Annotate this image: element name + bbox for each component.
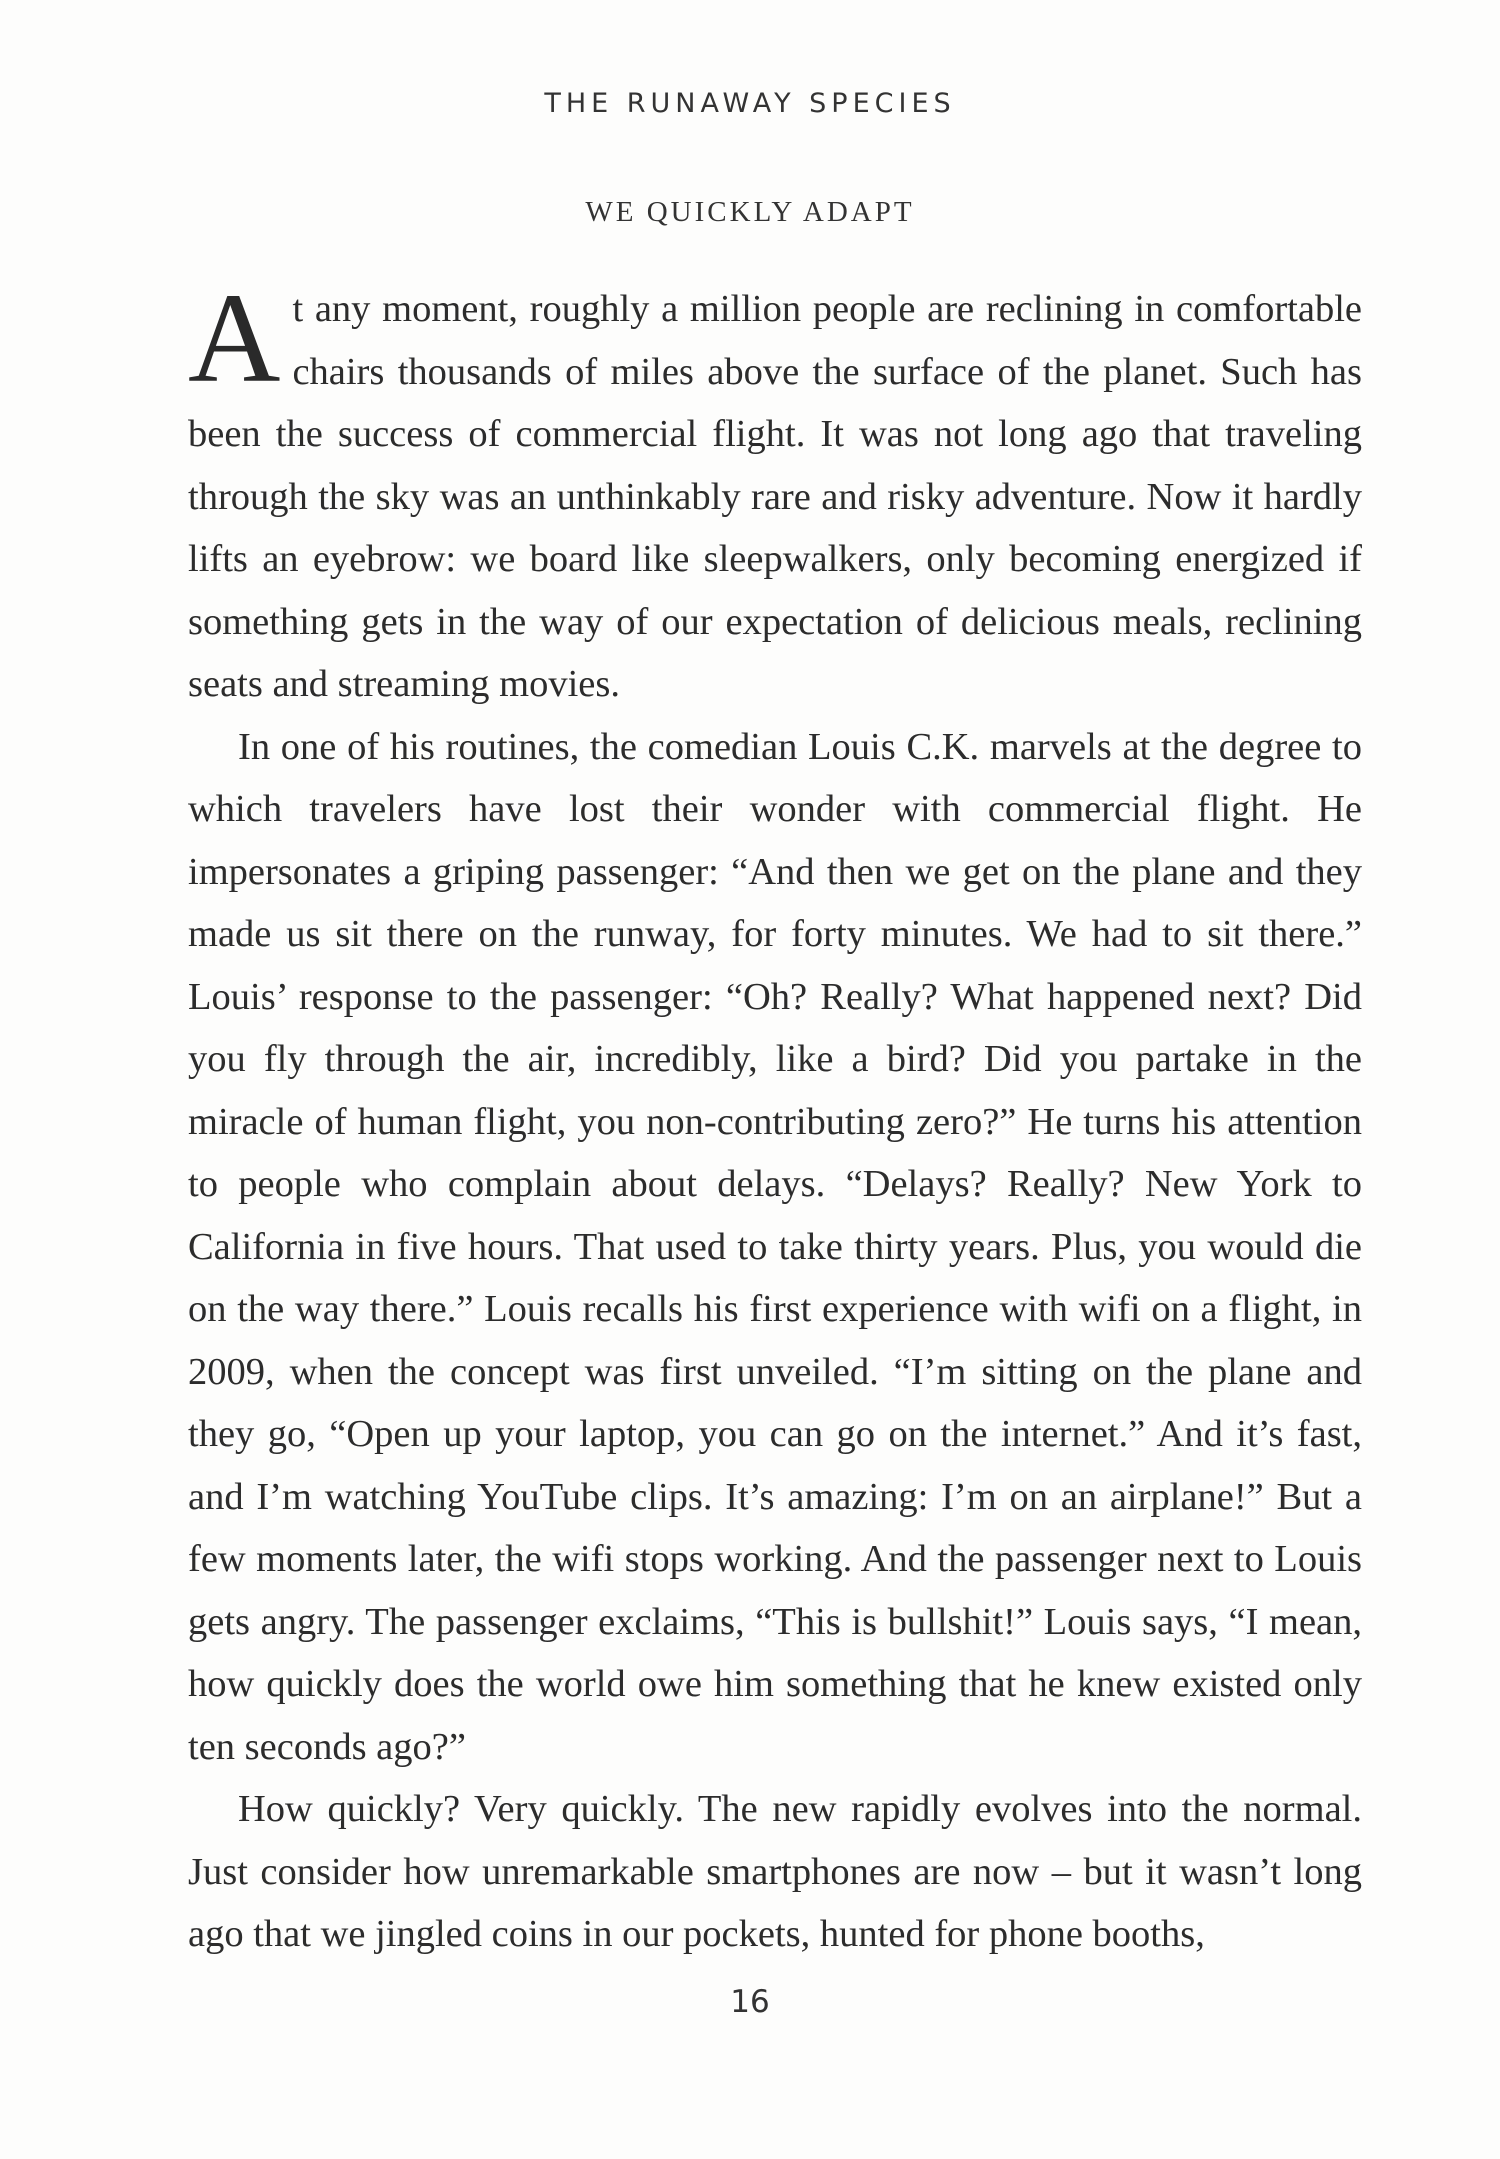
drop-cap: A [188, 267, 281, 409]
paragraph-2: In one of his routines, the comedian Louis C.K. marvels at the degree to which travelers have lost their wonder with commercial flight. He impersonates a griping passenger: “And then we get on the plane and they made us sit there on the runway, for forty minutes. We had to sit there.” Louis’ response to the passenger: “Oh? Really? What happened next? Did you fly through the air, incredibly, like a bird? Did you partake in the miracle of human flight, you non-contributing zero?” He turns his attention to people who complain about delays. “Delays? Really? New York to California in five hours. That used to take thirty years. Plus, you would die on the way there.” Louis recalls his first experience with wifi on a flight, in 2009, when the concept was first unveiled. “I’m sitting on the plane and they go, “Open up your laptop, you can go on the internet.” And it’s fast, and I’m watching YouTube clips. It’s amazing: I’m on an airplane!” But a few moments later, the wifi stops working. And the passenger next to Louis gets angry. The passenger exclaims, “This is bullshit!” Louis says, “I mean, how quickly does the world owe him something that he knew existed only ten seconds ago?” [188, 725, 1362, 1768]
section-title: WE QUICKLY ADAPT [585, 196, 915, 228]
paragraph-3: How quickly? Very quickly. The new rapidly evolves into the normal. Just consider how unremarkable smartphones are now – but it wasn’t long ago that we jingled coins in our pockets, hunted for phone booths, [188, 1788, 1362, 1955]
body-text [188, 267, 1362, 1966]
running-head: THE RUNAWAY SPECIES [544, 88, 956, 119]
paragraph-1-text: t any moment, roughly a million people are reclining in comfortable chairs thousands of miles above the surface of the planet. Such has been the success of commercial flight. It was not long ago that traveling through the sky was an unthinkably rare and risky adventure. Now it hardly lifts an eyebrow: we board like sleepwalkers, only becoming energized if something gets in the way of our expectation of delicious meals, reclining seats and streaming movies. [188, 288, 1362, 705]
page-number: 16 [730, 1984, 770, 2020]
paragraph-1 [188, 267, 1362, 716]
